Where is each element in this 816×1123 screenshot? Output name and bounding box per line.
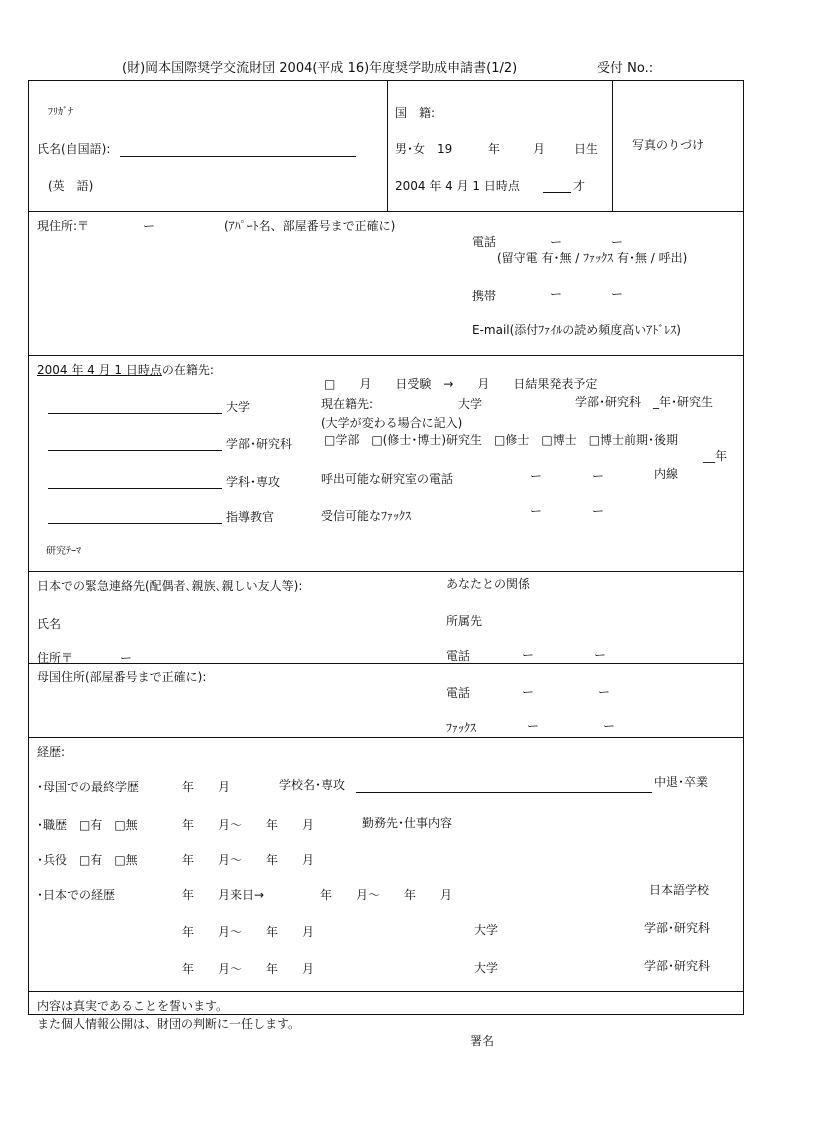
divider-home-country [28, 737, 744, 738]
home-phone-dash-1: ー [522, 685, 535, 699]
university-period-2-faculty: 学部･研究科 [644, 959, 711, 973]
birth-day-label: 日生 [574, 142, 599, 156]
university-period-1-label: 大学 [474, 923, 499, 937]
university-period-1-faculty: 学部･研究科 [644, 921, 711, 935]
university-label: 大学 [226, 400, 251, 414]
postal-dash: ー [143, 219, 156, 233]
lab-fax-label: 受信可能なﾌｧｯｸｽ [321, 509, 412, 523]
graduation-status: 中退･卒業 [654, 775, 709, 789]
receipt-number-label: 受付 No.: [597, 61, 654, 76]
school-major-field[interactable] [356, 792, 652, 793]
university-period-1-dates: 年 月〜 年 月 [182, 925, 315, 939]
name-native-label: 氏名(自国語): [37, 142, 111, 156]
divider-enrollment [28, 571, 744, 572]
enrollment-heading [37, 364, 214, 376]
name-native-field[interactable] [120, 156, 356, 157]
employer-label: 勤務先･仕事内容 [362, 816, 453, 830]
military-service-dates: 年 月〜 年 月 [182, 853, 315, 867]
lab-phone-dash-1: ー [530, 469, 543, 483]
gender-label: 男･女 [395, 142, 426, 156]
department-field[interactable] [48, 488, 222, 489]
home-fax-dash-1: ー [527, 719, 540, 733]
photo-area-label: 写真のりづけ [632, 138, 705, 152]
age-field[interactable] [543, 192, 571, 193]
school-major-label: 学校名･専攻 [279, 778, 346, 792]
phone-dash-1: ー [550, 235, 563, 249]
university-field[interactable] [48, 413, 222, 414]
declaration-line-1: 内容は真実であることを誓います。 [37, 999, 229, 1013]
extension-label: 内線 [654, 467, 679, 481]
name-english-label: (英 語) [48, 179, 94, 193]
japan-period-dates: 年 月〜 年 月 [320, 888, 453, 902]
department-label: 学科･専攻 [226, 475, 281, 489]
emergency-phone-label: 電話 [446, 649, 471, 663]
language-school-label: 日本語学校 [649, 883, 710, 897]
divider-personal-v2 [612, 80, 613, 211]
lab-fax-dash-1: ー [530, 504, 543, 518]
email-label: E-mail(添付ﾌｧｲﾙの読め頻度高いｱﾄﾞﾚｽ) [472, 323, 681, 337]
nationality-label: 国 籍: [395, 106, 436, 120]
phone-dash-2: ー [611, 235, 624, 249]
age-as-of-label: 2004 年 4 月 1 日時点 [395, 179, 520, 193]
military-service-label[interactable]: ･兵役 □有 □無 [37, 853, 138, 867]
signature-label: 署名 [470, 1034, 495, 1048]
emergency-phone-dash-2: ー [594, 648, 607, 662]
form-title: (財)岡本国際奨学交流財団 2004(平成 16)年度奨学助成申請書(1/2) [122, 61, 518, 76]
lab-phone-dash-2: ー [592, 469, 605, 483]
work-history-dates: 年 月〜 年 月 [182, 818, 315, 832]
divider-personal [28, 211, 744, 212]
home-fax-label: ﾌｧｯｸｽ [446, 721, 477, 735]
research-theme-label: 研究ﾃｰﾏ [46, 546, 81, 557]
declaration-line-2: また個人情報公開は、財団の判断に一任します。 [37, 1017, 301, 1031]
divider-personal-v1 [387, 80, 388, 211]
enrollment-heading-rest: の在籍先: [161, 363, 214, 377]
emergency-postal-dash: ー [120, 651, 133, 665]
education-label: ･母国での最終学歴 [37, 780, 140, 794]
university-period-2-dates: 年 月〜 年 月 [182, 962, 315, 976]
answering-fax-options: (留守電 有･無 / ﾌｧｯｸｽ 有･無 / 呼出) [497, 251, 688, 265]
mobile-dash-1: ー [550, 287, 563, 301]
home-fax-dash-2: ー [603, 719, 616, 733]
program-checkboxes[interactable]: □学部 □(修士･博士)研究生 □修士 □博士 □博士前期･後期 [324, 433, 679, 447]
emergency-name-label: 氏名 [37, 617, 62, 631]
emergency-affiliation-label: 所属先 [446, 614, 483, 628]
address-note: (ｱﾊﾟｰﾄ名、部屋番号まで正確に) [224, 219, 396, 233]
relationship-label: あなたとの関係 [446, 577, 531, 591]
lab-fax-dash-2: ー [592, 504, 605, 518]
faculty-grade-label: 学部･研究科 _年･研究生 [575, 395, 714, 409]
current-address-label: 現住所:〒 [37, 219, 90, 233]
emergency-phone-dash-1: ー [522, 648, 535, 662]
birth-century: 19 [437, 142, 453, 156]
birth-year-label: 年 [488, 142, 501, 156]
career-heading: 経歴: [37, 745, 66, 759]
japan-history-label: ･日本での経歴 [37, 888, 116, 902]
advisor-label: 指導教官 [226, 510, 275, 524]
age-suffix: 才 [573, 179, 586, 193]
divider-emergency [28, 663, 744, 664]
current-university-label: 大学 [458, 397, 483, 411]
university-period-2-label: 大学 [474, 961, 499, 975]
furigana-label: ﾌﾘｶﾞﾅ [48, 107, 73, 118]
advisor-field[interactable] [48, 523, 222, 524]
exam-schedule: □ 月 日受験 → 月 日結果発表予定 [324, 377, 598, 391]
faculty-field[interactable] [48, 450, 222, 451]
current-enrollment-label: 現在籍先: [321, 397, 374, 411]
home-address-label: 母国住所(部屋番号まで正確に): [37, 670, 207, 684]
faculty-label: 学部･研究科 [226, 437, 293, 451]
change-note: (大学が変わる場合に記入) [321, 416, 463, 430]
lab-phone-label: 呼出可能な研究室の電話 [321, 472, 454, 486]
phone-label: 電話 [472, 235, 497, 249]
mobile-dash-2: ー [611, 287, 624, 301]
divider-career [28, 991, 744, 992]
work-history-label[interactable]: ･職歴 □有 □無 [37, 818, 138, 832]
education-date: 年 月 [182, 780, 231, 794]
mobile-label: 携帯 [472, 289, 497, 303]
emergency-address-label: 住所〒 [37, 651, 74, 665]
japan-arrival-date: 年 月来日→ [182, 888, 265, 902]
emergency-contact-heading: 日本での緊急連絡先(配偶者､親族､親しい友人等): [37, 579, 303, 593]
program-year: __年 [703, 449, 728, 463]
home-phone-label: 電話 [446, 686, 471, 700]
birth-month-label: 月 [533, 142, 546, 156]
home-phone-dash-2: ー [598, 685, 611, 699]
enrollment-heading-date: 2004 年 4 月 1 日時点 [37, 363, 162, 377]
divider-address [28, 355, 744, 356]
